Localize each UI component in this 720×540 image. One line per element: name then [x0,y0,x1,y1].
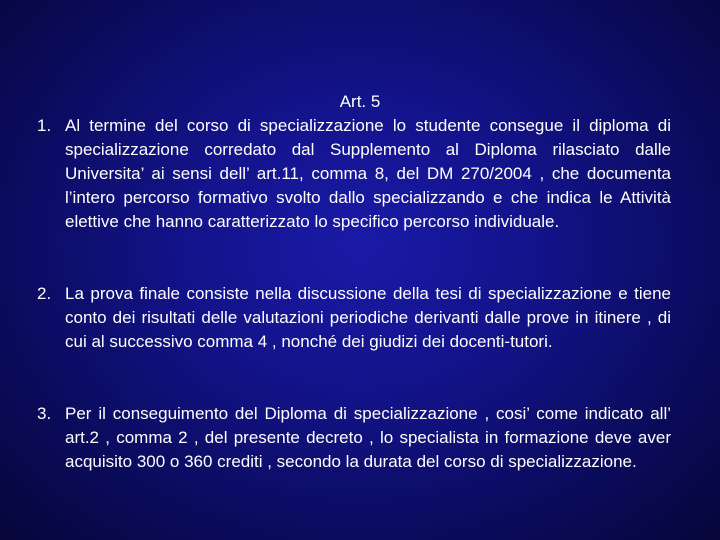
paragraph-1 [37,114,671,234]
paragraph-3-number: 3. [37,404,52,423]
article-title: Art. 5 [339,92,381,111]
paragraph-2 [37,282,671,354]
paragraph-2-number: 2. [37,284,52,303]
paragraph-3 [37,402,671,474]
paragraph-2-text: La prova finale consiste nella discussione della tesi di specializzazione e tiene conto dei risultati delle valutazioni periodiche derivanti dalle prove in itinere , di cui al successivo comma 4 , nonché dei giudizi dei docenti-tutori. [65,284,671,351]
paragraph-1-text: Al termine del corso di specializzazione lo studente consegue il diploma di specializzazione corredato dal Supplemento al Diploma rilasciato dalle Universita’ ai sensi dell’ art.11, comma 8, del DM 270/2004 , che documenta l’intero percorso formativo svolto dallo specializzando e che indica le Attività elettive che hanno caratterizzato lo specifico percorso individuale. [65,116,671,231]
paragraph-3-text: Per il conseguimento del Diploma di specializzazione , cosi’ come indicato all’ art.2 , comma 2 , del presente decreto , lo specialista in formazione deve aver acquisito 300 o 360 crediti , secondo la durata del corso di specializzazione. [65,404,671,471]
paragraph-1-number: 1. [37,116,52,135]
